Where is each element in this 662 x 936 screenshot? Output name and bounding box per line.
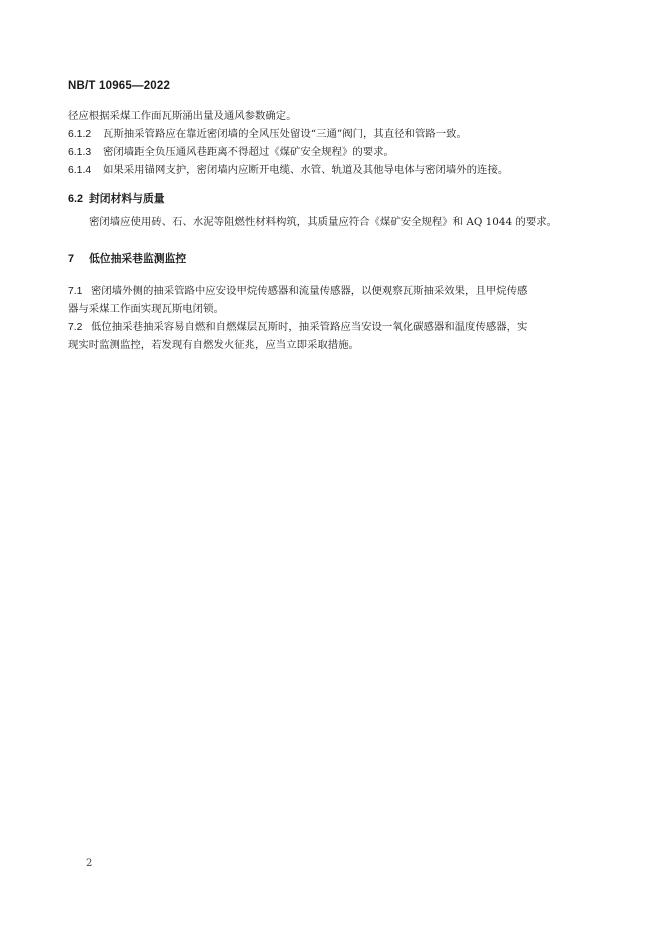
clause-6-1-3 [68,145,394,160]
clause-text: 瓦斯抽采管路应在靠近密闭墙的全风压处留设“三通”阀门，其直径和管路一致。 [103,128,467,140]
clause-7-1-line-2: 器与采煤工作面实现瓦斯电闭锁。 [68,303,224,315]
clause-number: 6.1.2 [68,129,92,140]
section-6-2-paragraph: 密闭墙应使用砖、石、水泥等阻燃性材料构筑，其质量应符合《煤矿安全规程》和 AQ 1044 的要求。 [89,216,557,228]
clause-6-1-2 [68,127,467,142]
section-heading-7 [68,251,186,266]
standard-code-header: NB/T 10965—2022 [68,80,171,92]
clause-6-1-1-continuation: 径应根据采煤工作面瓦斯涌出量及通风参数确定。 [68,110,297,122]
clause-number: 6.1.4 [68,165,92,176]
clause-7-2-line-2: 现实时监测监控，若发现有自燃发火征兆，应当立即采取措施。 [68,339,359,351]
section-number: 7 [68,253,75,265]
clause-number: 7.2 [68,322,83,333]
section-heading-6-2 [68,191,165,206]
clause-number: 7.1 [68,286,83,297]
clause-text: 密闭墙外侧的抽采管路中应安设甲烷传感器和流量传感器，以便观察瓦斯抽采效果，且甲烷传感 [91,285,528,297]
section-number: 6.2 [68,193,84,205]
page-number: 2 [86,858,93,869]
clause-text: 低位抽采巷抽采容易自燃和自燃煤层瓦斯时，抽采管路应当安设一氧化碳感器和温度传感器，实 [91,321,528,333]
clause-7-2-line-1 [68,320,527,335]
section-title: 封闭材料与质量 [89,193,165,205]
clause-text: 密闭墙距全负压通风巷距离不得超过《煤矿安全规程》的要求。 [103,146,394,158]
clause-text: 如果采用锚网支护，密闭墙内应断开电缆、水管、轨道及其他导电体与密闭墙外的连接。 [103,164,509,176]
clause-6-1-4 [68,163,508,178]
section-title: 低位抽采巷监测监控 [89,253,187,265]
clause-7-1-line-1 [68,284,527,299]
clause-number: 6.1.3 [68,147,92,158]
